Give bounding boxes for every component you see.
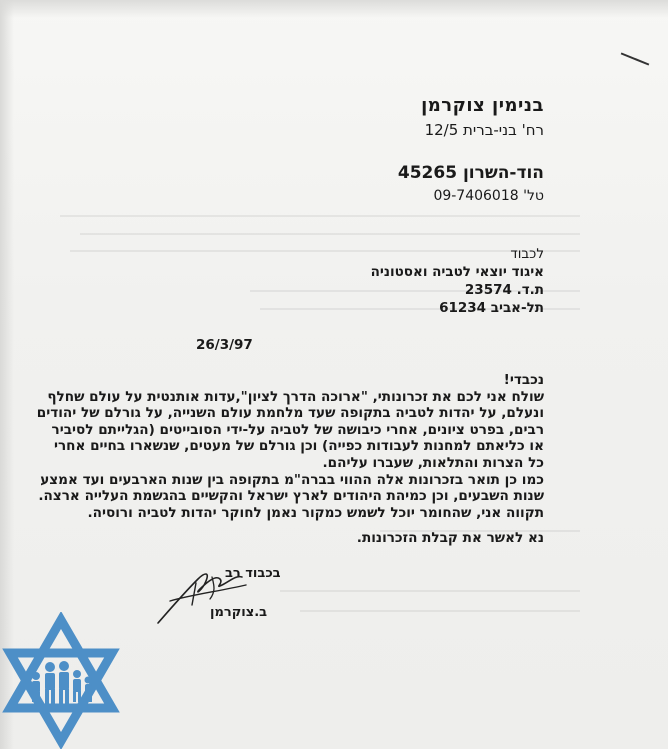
recipient-salutation: לכבוד: [510, 246, 544, 262]
sender-name: בנימין צוקרמן: [421, 95, 544, 116]
bleed-through-line: [70, 250, 580, 252]
bleed-through-line: [60, 215, 580, 217]
pen-mark: [621, 52, 650, 65]
recipient-po-box: ת.ד. 23574: [464, 282, 544, 298]
letter-paragraph-2: כמו כן תואר בזכרונות אלה ההווי בברה"מ בתקופה בין שנות הארבעים ועד אמצע שנות השבעים, וכן כמיהת היהודים לארץ ישראל והקשיים בהגשמת העלייה ארצה.: [38, 471, 544, 505]
recipient-org: איגוד יוצאי לטביה ואסטוניה: [370, 264, 544, 280]
letter-paragraph-1: שולח אני לכם את זכרונותי, "ארוכה הדרך לציון",עדות אותנטית על עולם שחלף ונעלם, על יהדות לטביה בתקופה שעד מלחמת עולם השנייה, על גורלם של יהודים רבים, בפרט ציונים, אחרי כיבושה של לטביה על-ידי הסובייטים (הגלייתם לסיביר או כליאתם למחנות לעבודות כפייה) וכן גורלם של מעטים, שנשארו בחיים אחרי כל הצרות והתלאות, שעברו עליהם.: [36, 388, 544, 471]
sender-phone: טל' 09-7406018: [433, 188, 544, 204]
scan-edge-top: [0, 0, 668, 18]
letter-body: [34, 372, 544, 521]
recipient-city: תל-אביב 61234: [439, 300, 544, 316]
closing-request: נא לאשר את קבלת הזכרונות.: [356, 530, 544, 546]
signoff-regards: בכבוד רב: [225, 566, 281, 581]
star-of-david-family-logo: [0, 612, 122, 749]
bleed-through-line: [300, 610, 580, 612]
letter-greeting: נכבדי!: [503, 372, 544, 388]
handwritten-signature: [150, 555, 250, 635]
bleed-through-line: [80, 233, 580, 235]
letter-paragraph-3: תקווה אני, שהחומר יוכל לשמש כמקור נאמן לחוקר יהדות לטביה ורוסיה.: [87, 504, 544, 521]
sender-city: הוד-השרון 45265: [397, 163, 544, 183]
sender-street: רח' בני-ברית 12/5: [424, 121, 544, 139]
bleed-through-line: [280, 590, 580, 592]
signer-name: ב.צוקרמן: [210, 605, 268, 620]
letter-date: 26/3/97: [196, 337, 253, 353]
